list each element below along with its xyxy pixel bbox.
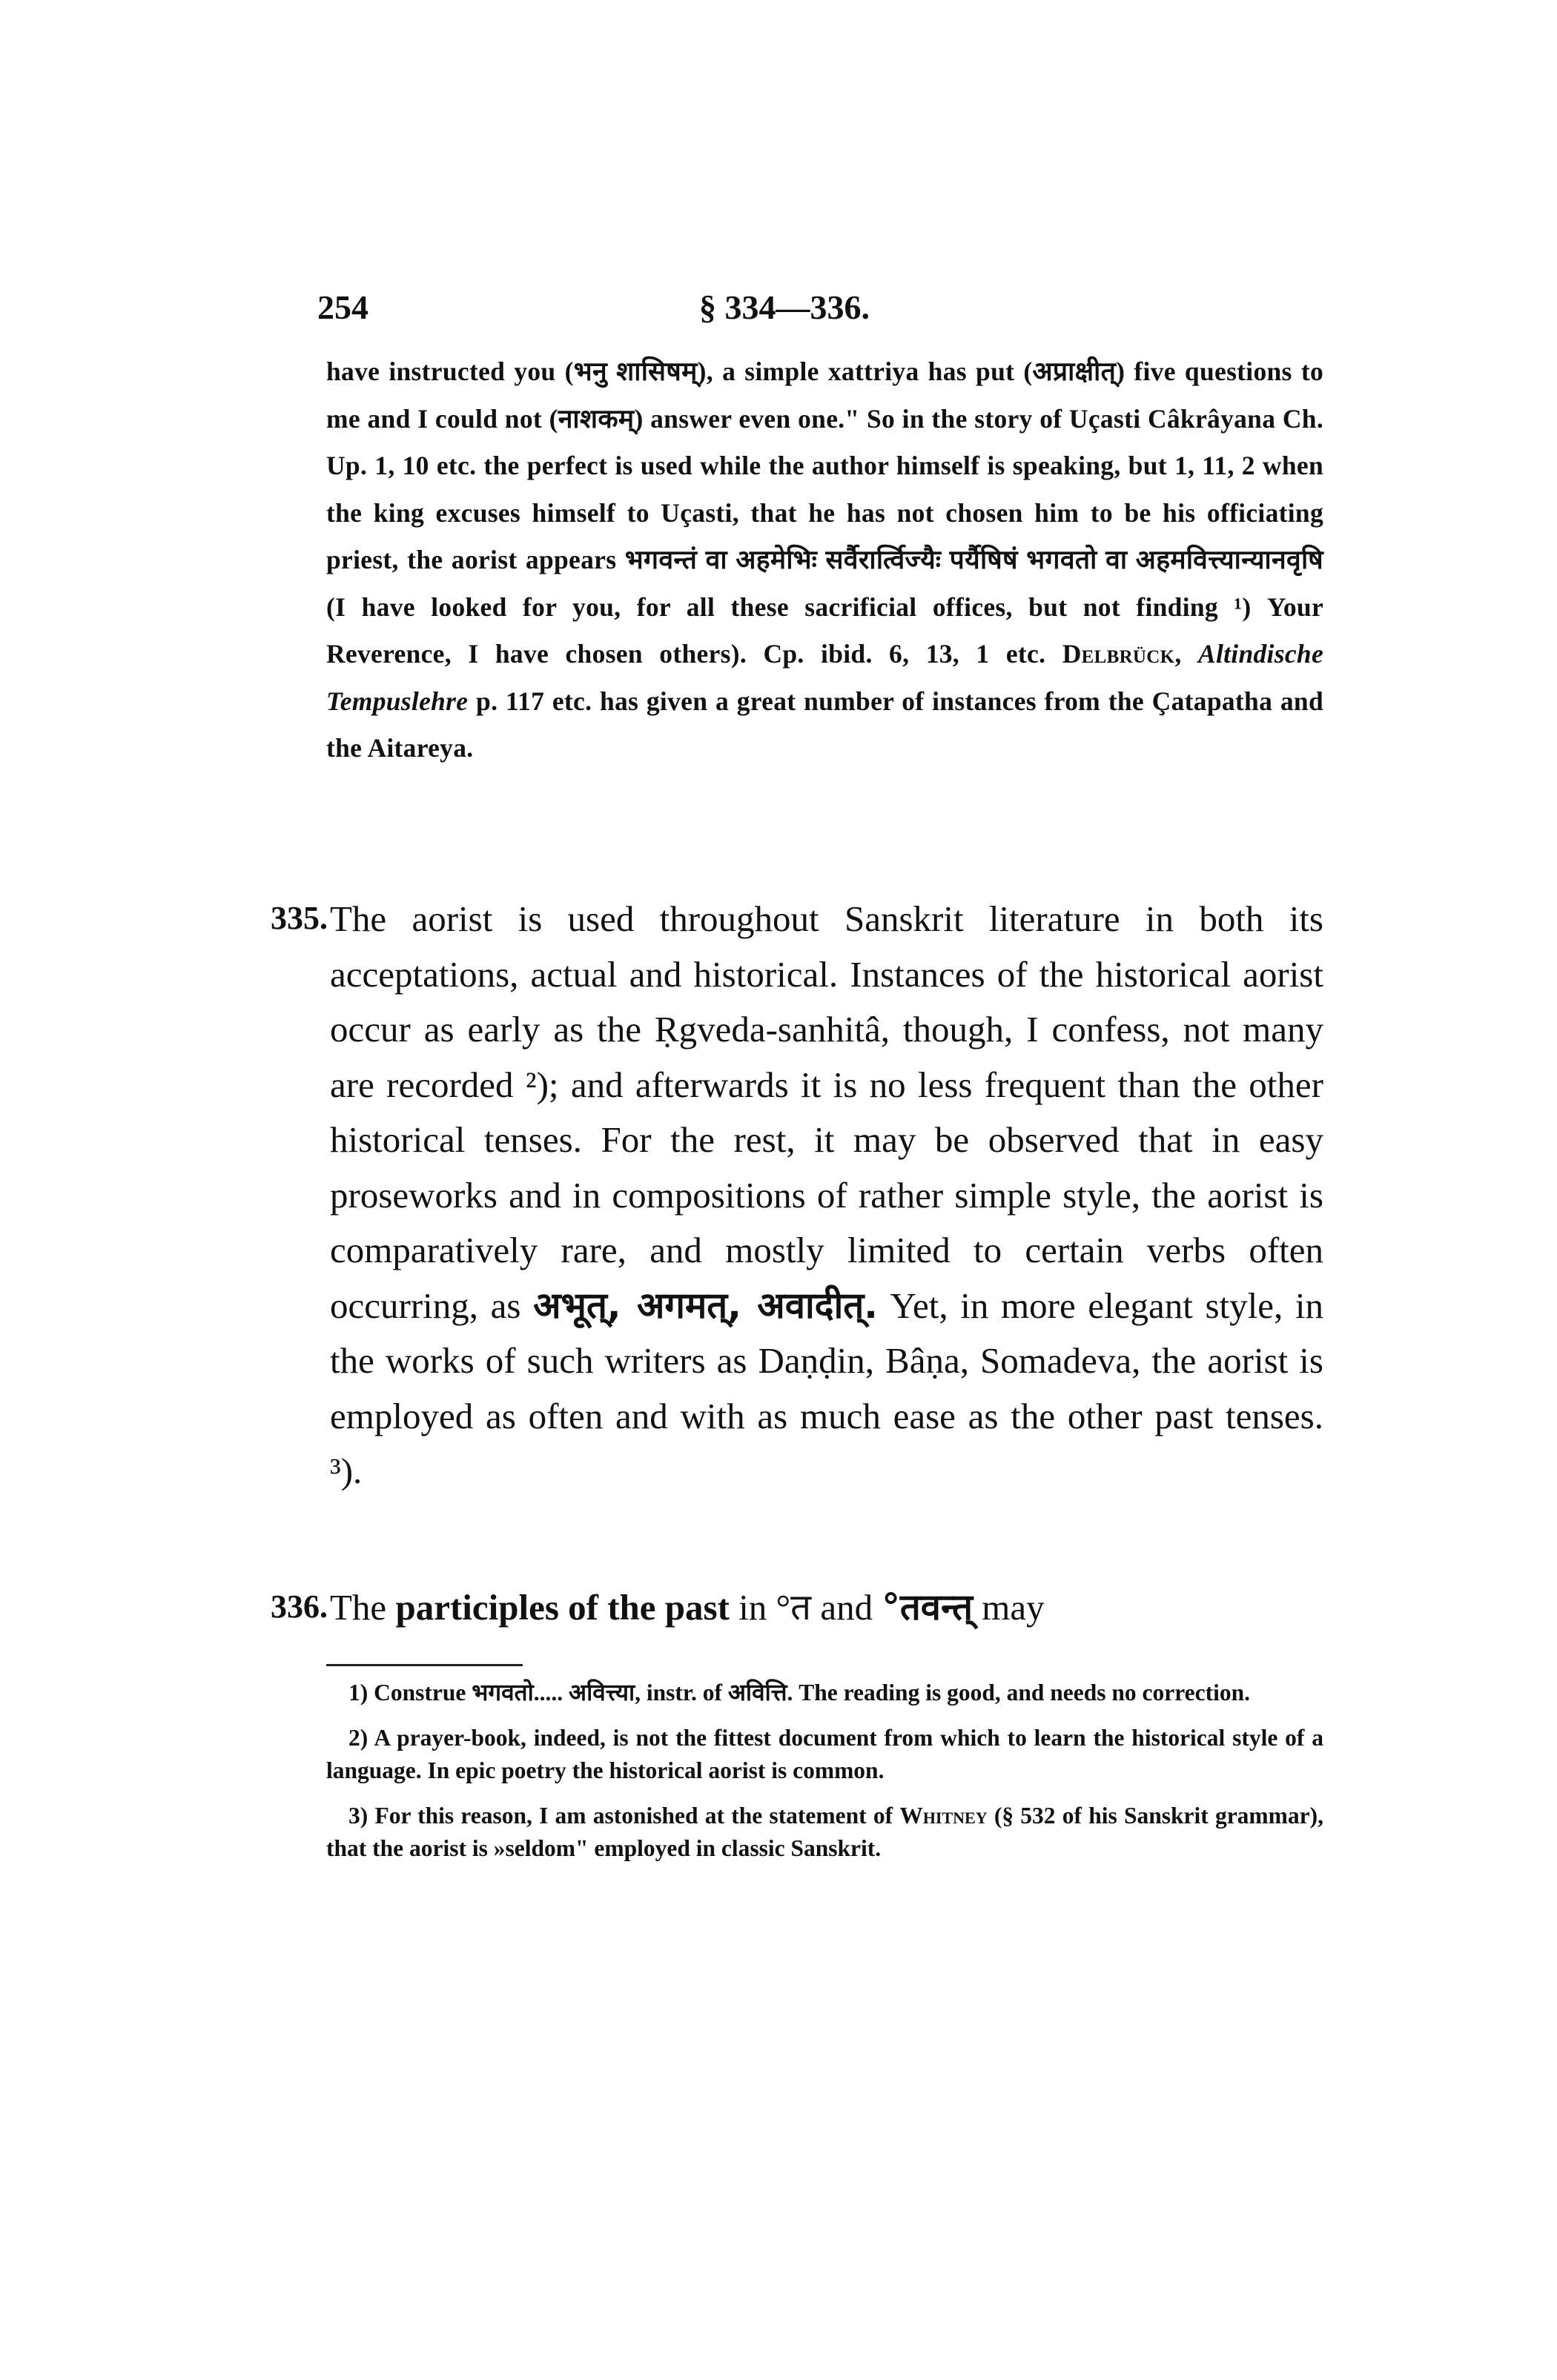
section-336-bold-phrase: participles of the past <box>395 1587 730 1628</box>
citation-title: Altindische Tempuslehre <box>326 639 1323 716</box>
continuation-paragraph: have instructed you (भनु शासिषम्), a simple xattriya has put (अप्राक्षीत्) five questions to me and I could not (नाशकम्) answer even one." So in the story of Uçasti Câkrâyana Ch. Up. 1, 10 etc. the perfect is used while the author himself is speaking, but 1, 11, 2 when the king excuses himself to Uçasti, that he has not chosen him to be his officiating priest, the aorist appears भगवन्तं वा अहमेभिः सर्वैरार्त्विज्यैः पर्यैषिषं भगवतो वा अहमवित्त्यान्यानवृषि (I have looked for you, for all these sacrificial offices, but not finding ¹) Your Reverence, I have chosen others). Cp. ibid. 6, 13, 1 etc. Delbrück, Altindische Tempuslehre p. 117 etc. has given a great number of instances from the Çatapatha and the Aitareya. <box>326 357 1323 763</box>
running-head: § 334—336. <box>699 288 870 326</box>
section-number: 335. <box>271 900 328 936</box>
section-336-devanagari: °तवन्त् <box>882 1586 973 1628</box>
footnote <box>326 1722 1323 1788</box>
footnote-marker: 2) <box>348 1724 368 1751</box>
citation-author: Delbrück <box>1062 639 1175 669</box>
footnote-text-after: (§ 532 of his Sanskrit grammar), that the aorist is »seldom" employed in classic Sanskrit. <box>326 1802 1324 1861</box>
footnotes <box>326 1677 1323 1877</box>
section-335-text-before: The aorist is used throughout Sanskrit literature in both its acceptations, actual and historical. Instances of the historical aorist occur as early as the Ṛgveda-sanhitâ, though, I confess, not many are recorded ²); and afterwards it is no less frequent than the other historical tenses. For the rest, it may be observed that in easy proseworks and in compositions of rather simple style, the aorist is comparatively rare, and mostly limited to certain verbs often occurring, as <box>330 898 1323 1326</box>
section-336 <box>271 1580 1323 1636</box>
section-number: 336. <box>271 1588 328 1625</box>
continuation-text: have instructed you (भनु शासिषम्), a simple xattriya has put (अप्राक्षीत्) five questions to me and I could not (नाशकम्) answer even one." So in the story of Uçasti Câkrâyana Ch. Up. 1, 10 etc. the perfect is used while the author himself is speaking, but 1, 11, 2 when the king excuses himself to Uçasti, that he has not chosen him to be his officiating priest, the aorist appears भगवन्तं वा अहमेभिः सर्वैरार्त्विज्यैः पर्यैषिषं भगवतो वा अहमवित्त्यान्यानवृषि (I have looked for you, for all these sacrificial offices, but not finding ¹) Your Reverence, I have chosen others). Cp. ibid. 6, 13, 1 etc. <box>326 357 1323 669</box>
citation-rest: p. 117 etc. has given a great number of instances from the Çatapatha and the Aitareya. <box>326 686 1323 763</box>
footnote <box>326 1800 1323 1866</box>
section-335 <box>271 892 1323 1499</box>
section-335-text-after: Yet, in more elegant style, in the works of such writers as Daṇḍin, Bâṇa, Somadeva, the aorist is employed as often and with as much ease as the other past tenses. ³). <box>330 1285 1323 1491</box>
footnote-text-before: For this reason, I am astonished at the statement of <box>374 1802 893 1829</box>
section-336-lead: The <box>330 1587 387 1628</box>
footnote-rule <box>326 1664 523 1666</box>
footnote <box>326 1677 1323 1710</box>
devanagari-examples: अभूत्, अगमत्, अवादीत्. <box>533 1284 878 1327</box>
section-336-text-mid: in °त and <box>738 1587 873 1628</box>
page-number: 254 <box>317 288 368 326</box>
footnote-marker: 3) <box>348 1802 368 1829</box>
footnote-author: Whitney <box>899 1802 988 1829</box>
footnote-text: Construe भगवतो..... अवित्त्या, instr. of अवित्ति. The reading is good, and needs no correction. <box>374 1680 1251 1706</box>
footnote-marker: 1) <box>348 1680 368 1706</box>
section-336-text-end: may <box>982 1587 1045 1628</box>
footnote-text: A prayer-book, indeed, is not the fittest document from which to learn the historical style of a language. In epic poetry the historical aorist is common. <box>326 1724 1323 1783</box>
page-header <box>317 288 1318 332</box>
